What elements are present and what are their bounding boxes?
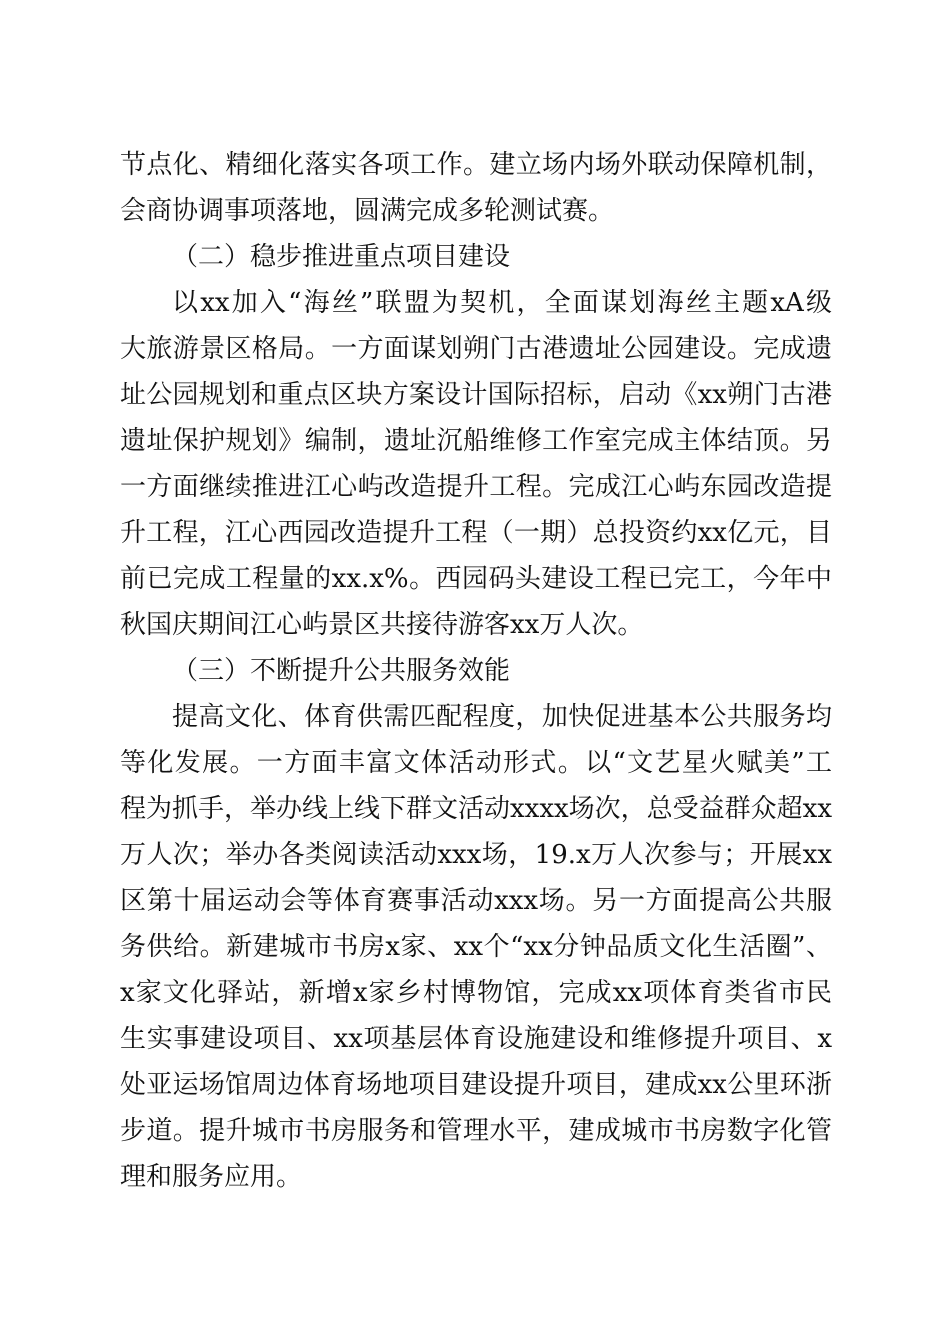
paragraph-line: 节点化、精细化落实各项工作。建立场内场外联动保障机制， xyxy=(120,150,832,180)
paragraph-line: 万人次；举办各类阅读活动xxx场，19.x万人次参与；开展xx xyxy=(120,840,832,870)
paragraph-line: 遗址保护规划》编制，遗址沉船维修工作室完成主体结顶。另 xyxy=(120,426,832,456)
paragraph-line: 一方面继续推进江心屿改造提升工程。完成江心屿东园改造提 xyxy=(120,472,832,502)
paragraph-line: 会商协调事项落地，圆满完成多轮测试赛。 xyxy=(120,196,615,226)
section-heading-3: （三）不断提升公共服务效能 xyxy=(172,656,511,686)
paragraph-line: 程为抓手，举办线上线下群文活动xxxx场次，总受益群众超xx xyxy=(120,794,832,824)
paragraph-line: 理和服务应用。 xyxy=(120,1162,303,1192)
paragraph-line: 生实事建设项目、xx项基层体育设施建设和维修提升项目、x xyxy=(120,1024,832,1054)
paragraph-line: 前已完成工程量的xx.x%。西园码头建设工程已完工，今年中 xyxy=(120,564,832,594)
paragraph-line: 提高文化、体育供需匹配程度，加快促进基本公共服务均 xyxy=(172,702,832,732)
paragraph-line: 以xx加入“海丝”联盟为契机，全面谋划海丝主题xA级 xyxy=(172,288,832,318)
paragraph-line: 大旅游景区格局。一方面谋划朔门古港遗址公园建设。完成遗 xyxy=(120,334,832,364)
paragraph-line: 步道。提升城市书房服务和管理水平，建成城市书房数字化管 xyxy=(120,1116,832,1146)
paragraph-line: 等化发展。一方面丰富文体活动形式。以“文艺星火赋美”工 xyxy=(120,748,832,778)
paragraph-line: 务供给。新建城市书房x家、xx个“xx分钟品质文化生活圈”、 xyxy=(120,932,832,962)
paragraph-line: x家文化驿站，新增x家乡村博物馆，完成xx项体育类省市民 xyxy=(120,978,832,1008)
paragraph-line: 秋国庆期间江心屿景区共接待游客xx万人次。 xyxy=(120,610,644,640)
section-heading-2: （二）稳步推进重点项目建设 xyxy=(172,242,511,272)
paragraph-line: 升工程，江心西园改造提升工程（一期）总投资约xx亿元，目 xyxy=(120,518,832,548)
paragraph-line: 处亚运场馆周边体育场地项目建设提升项目，建成xx公里环浙 xyxy=(120,1070,832,1100)
paragraph-line: 区第十届运动会等体育赛事活动xxx场。另一方面提高公共服 xyxy=(120,886,832,916)
paragraph-line: 址公园规划和重点区块方案设计国际招标，启动《xx朔门古港 xyxy=(120,380,832,410)
